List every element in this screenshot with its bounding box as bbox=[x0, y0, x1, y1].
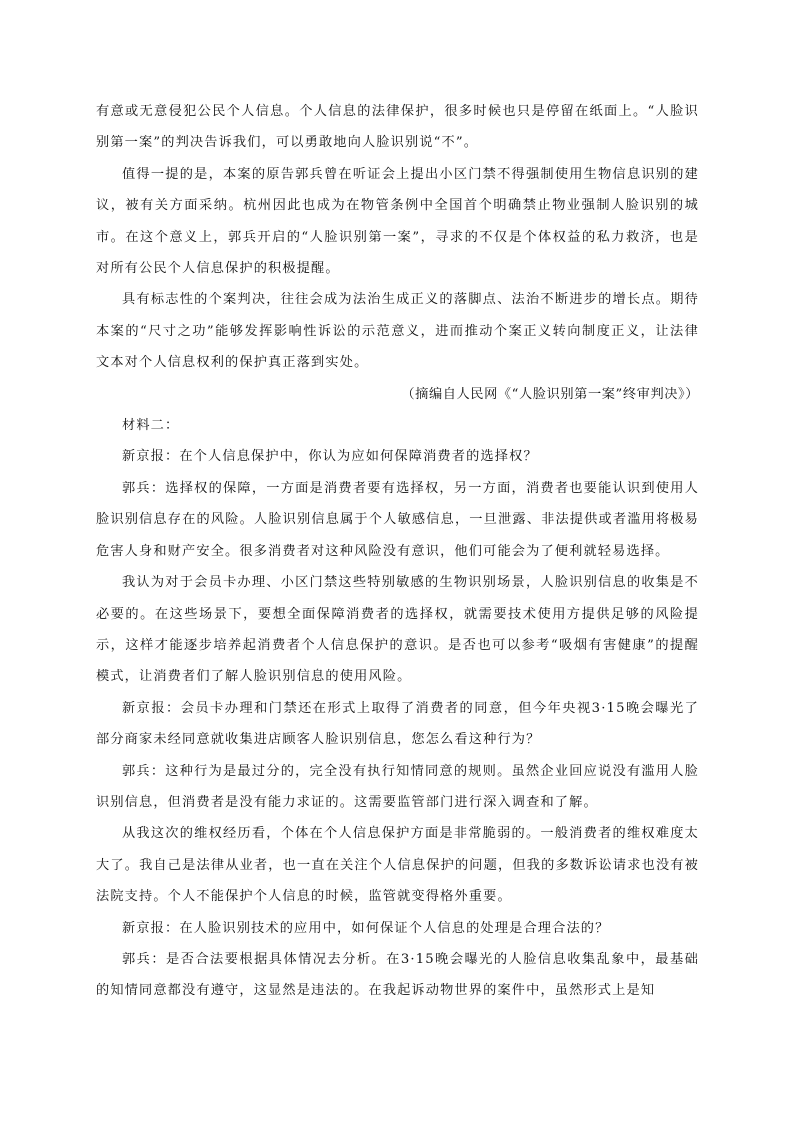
interview-question: 新京报：在个人信息保护中，你认为应如何保障消费者的选择权？ bbox=[122, 449, 538, 465]
body-paragraph: 值得一提的是，本案的原告郭兵曾在听证会上提出小区门禁不得强制使用生物信息识别的建议，被有关方面采纳。杭州因此也成为在物管条例中全国首个明确禁止物业强制人脸识别的城市。在这个意义上，郭兵开启的“人脸识别第一案”，寻求的不仅是个体权益的私力救济，也是对所有公民个人信息保护的积极提醒。 bbox=[96, 166, 699, 277]
body-paragraph: 具有标志性的个案判决，往往会成为法治生成正义的落脚点、法治不断进步的增长点。期待本案的“尺寸之功”能够发挥影响性诉讼的示范意义，进而推动个案正义转向制度正义，让法律文本对个人信息权利的保护真正落到实处。 bbox=[96, 292, 699, 371]
interview-question: 新京报：会员卡办理和门禁还在形式上取得了消费者的同意，但今年央视3·15晚会曝光了部分商家未经同意就收集进店顾客人脸识别信息，您怎么看这种行为？ bbox=[96, 700, 699, 748]
section-label: 材料二： bbox=[122, 418, 180, 434]
interview-answer: 郭兵：选择权的保障，一方面是消费者要有选择权，另一方面，消费者也要能认识到使用人脸识别信息存在的风险。人脸识别信息属于个人敏感信息，一旦泄露、非法提供或者滥用将极易危害人身和财产安全。很多消费者对这种风险没有意识，他们可能会为了便利就轻易选择。 bbox=[96, 480, 699, 559]
source-citation: （摘编自人民网《“人脸识别第一案”终审判决》） bbox=[401, 386, 699, 402]
interview-answer: 从我这次的维权经历看，个体在个人信息保护方面是非常脆弱的。一般消费者的维权难度太大了。我自己是法律从业者，也一直在关注个人信息保护的问题，但我的多数诉讼请求也没有被法院支持。个人不能保护个人信息的时候，监管就变得格外重要。 bbox=[96, 826, 699, 905]
document-page bbox=[96, 96, 699, 1007]
interview-answer: 我认为对于会员卡办理、小区门禁这些特别敏感的生物识别场景，人脸识别信息的收集是不必要的。在这些场景下，要想全面保障消费者的选择权，就需要技术使用方提供足够的风险提示，这样才能逐步培养起消费者个人信息保护的意识。是否也可以参考“吸烟有害健康”的提醒模式，让消费者们了解人脸识别信息的使用风险。 bbox=[96, 575, 699, 685]
body-paragraph: 有意或无意侵犯公民个人信息。个人信息的法律保护，很多时候也只是停留在纸面上。“人脸识别第一案”的判决告诉我们，可以勇敢地向人脸识别说“不”。 bbox=[96, 104, 699, 151]
interview-answer: 郭兵：这种行为是最过分的，完全没有执行知情同意的规则。虽然企业回应说没有滥用人脸识别信息，但消费者是没有能力求证的。这需要监管部门进行深入调查和了解。 bbox=[96, 763, 699, 810]
interview-question: 新京报：在人脸识别技术的应用中，如何保证个人信息的处理是合理合法的？ bbox=[122, 920, 610, 936]
interview-answer: 郭兵：是否合法要根据具体情况去分析。在3·15晚会曝光的人脸信息收集乱象中，最基础的知情同意都没有遵守，这显然是违法的。在我起诉动物世界的案件中，虽然形式上是知 bbox=[96, 951, 699, 999]
